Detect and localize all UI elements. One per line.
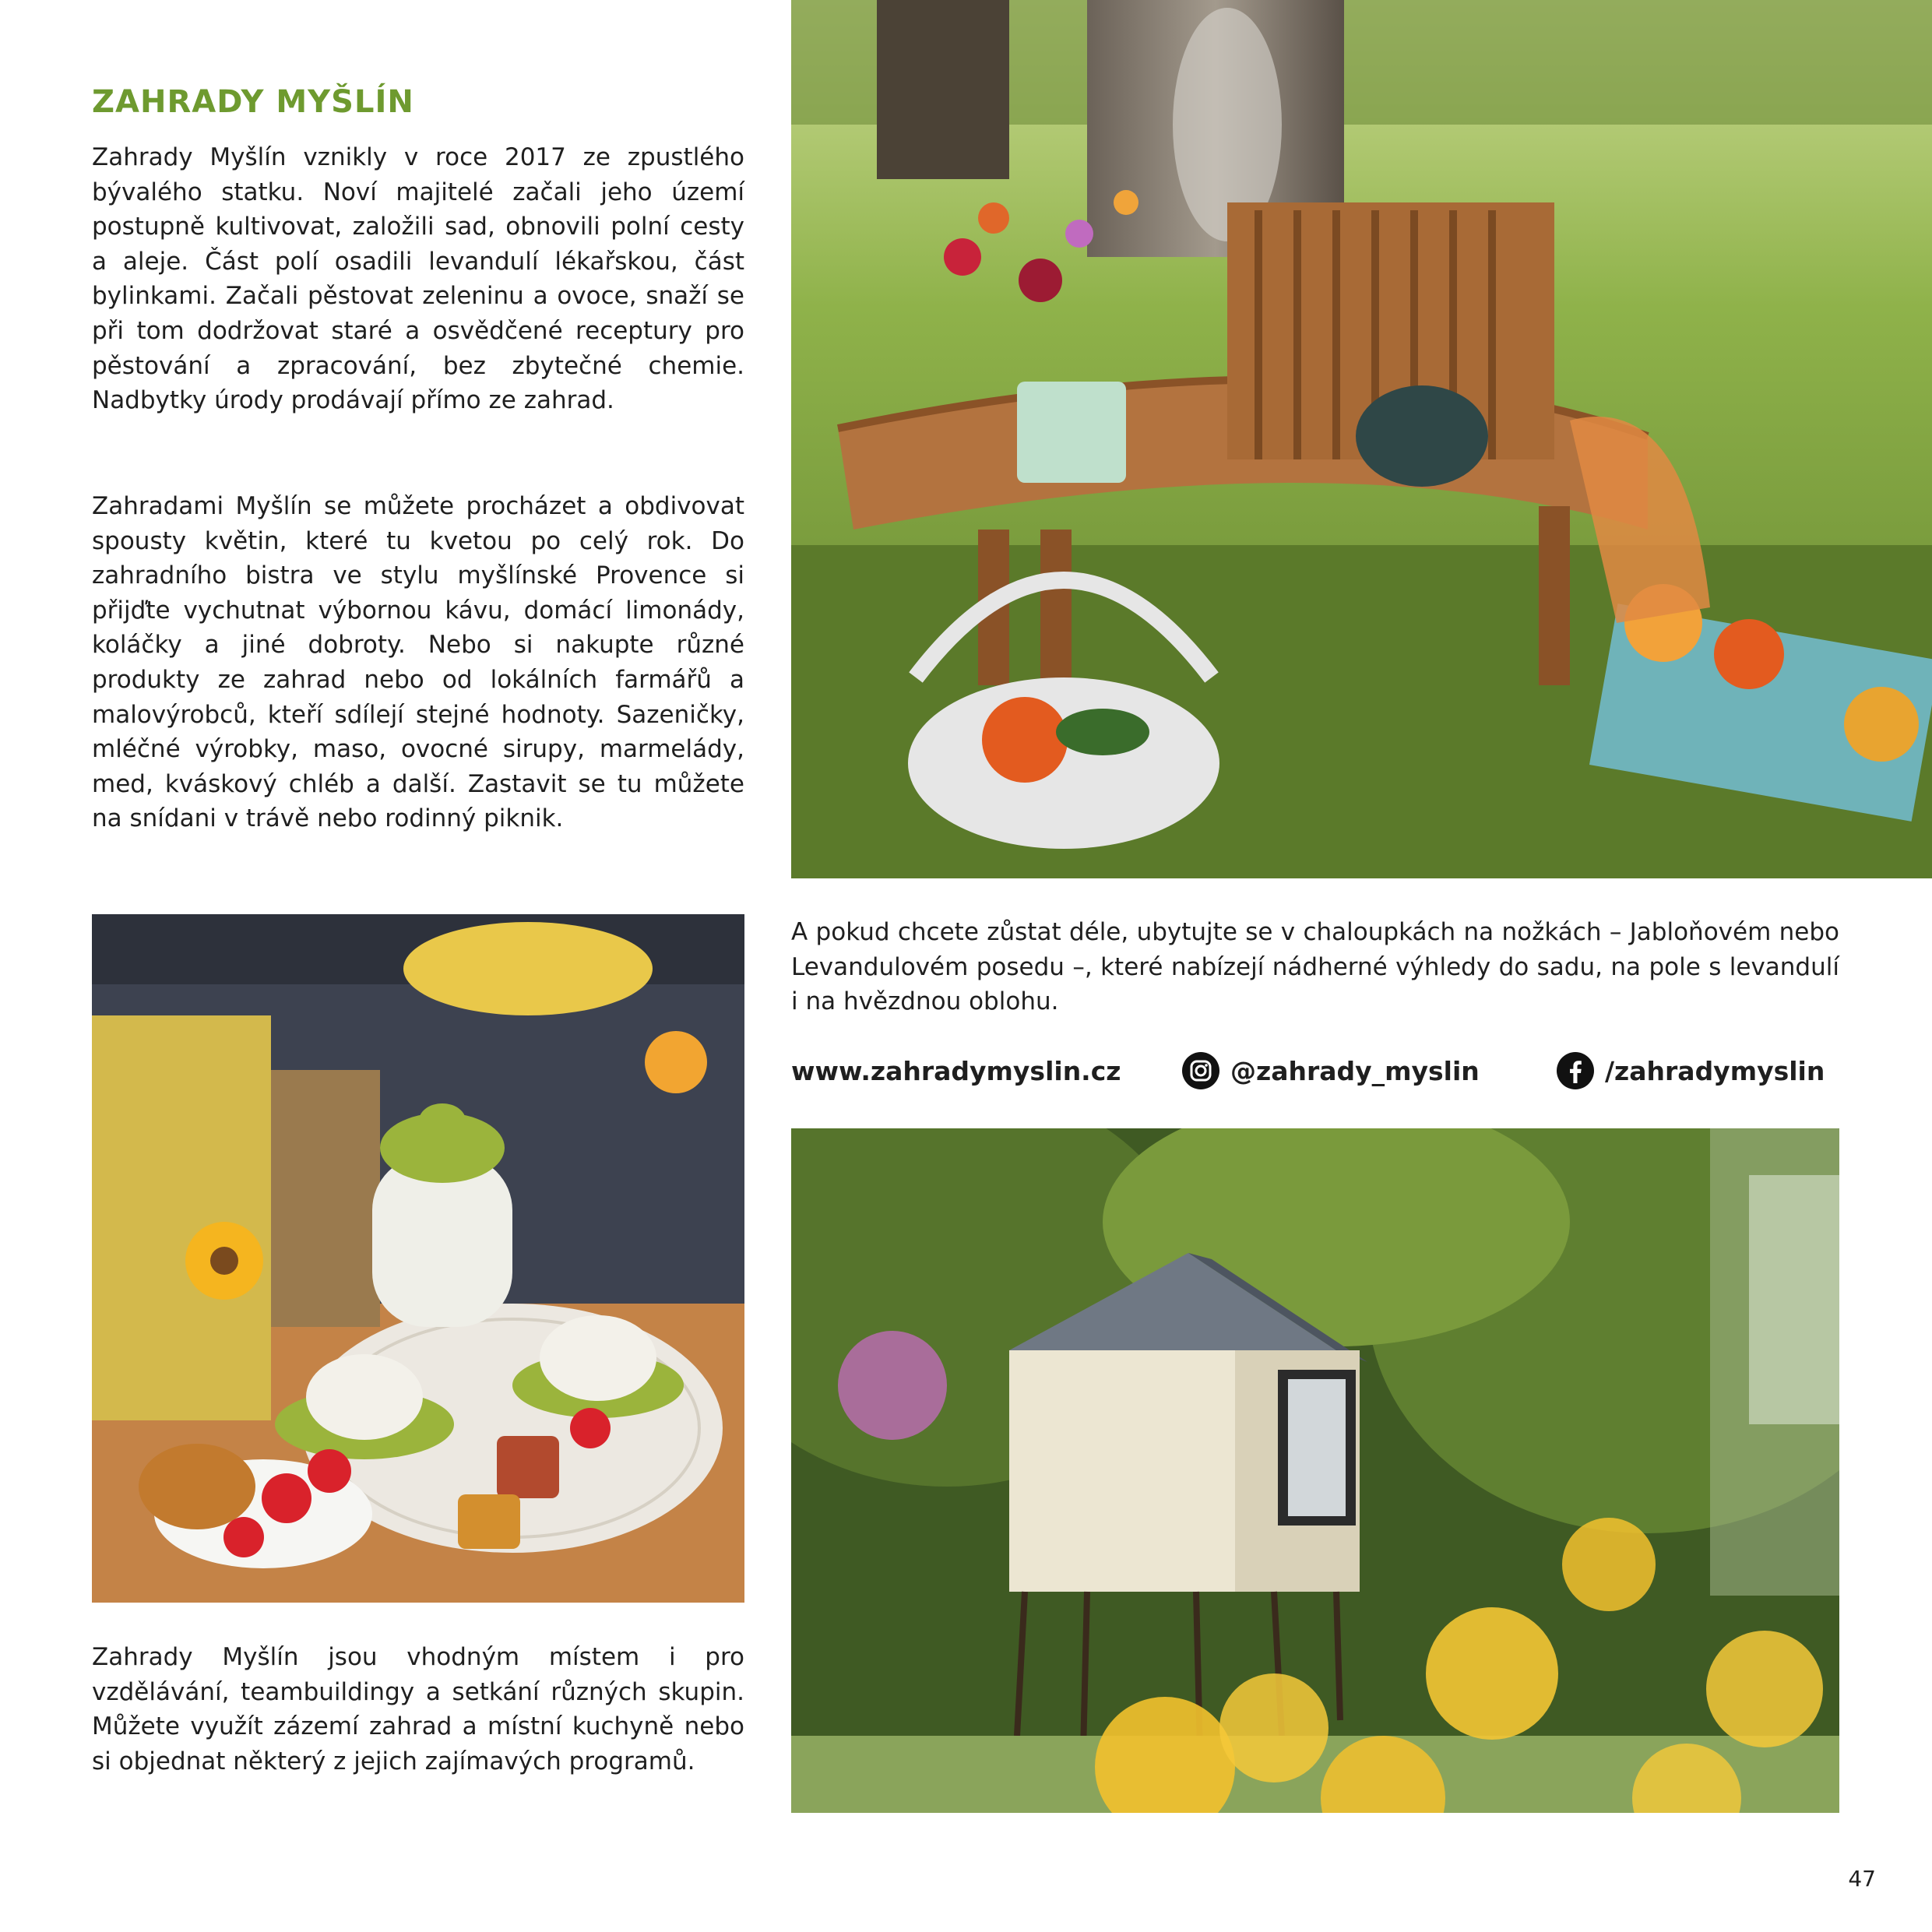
contact-links bbox=[791, 1047, 1839, 1094]
facebook-link[interactable] bbox=[1557, 1047, 1825, 1094]
article-title: ZAHRADY MYŠLÍN bbox=[92, 84, 414, 120]
accommodation-paragraph: A pokud chcete zůstat déle, ubytujte se v chaloupkách na nožkách – Jabloňovém nebo Levandulovém posedu –, které nabízejí nádherné výhledy do sadu, na pole s levandulí i na hvězdnou oblohu. bbox=[791, 918, 1839, 1016]
instagram-link[interactable] bbox=[1182, 1047, 1480, 1094]
visit-paragraph: Zahradami Myšlín se můžete procházet a obdivovat spousty květin, které tu kvetou po celý rok. Do zahradního bistra ve stylu myšlínské Provence si přijďte vychutnat výbornou kávu, domácí limonády, koláčky a jiné dobroty. Nebo si nakupte různé produkty ze zahrad nebo od lokálních farmářů a malovýrobců, kteří sdílejí stejné hodnoty. Sazeničky, mléčné výrobky, maso, ovocné sirupy, marmelády, med, kváskový chléb a další. Zastavit se tu můžete na snídani v trávě nebo rodinný piknik. bbox=[92, 492, 744, 833]
page-number: 47 bbox=[1848, 1866, 1876, 1892]
instagram-handle: @zahrady_myslin bbox=[1230, 1055, 1480, 1086]
facebook-icon bbox=[1557, 1052, 1594, 1089]
cabin-on-stilts-photo bbox=[791, 1128, 1839, 1813]
website-link[interactable] bbox=[791, 1047, 1121, 1094]
instagram-icon bbox=[1182, 1052, 1219, 1089]
bench-under-tree-photo bbox=[791, 0, 1932, 878]
facebook-handle: /zahradymyslin bbox=[1605, 1055, 1825, 1086]
breakfast-table-photo bbox=[92, 914, 744, 1603]
website-link-text: www.zahradymyslin.cz bbox=[791, 1055, 1121, 1086]
intro-paragraph: Zahrady Myšlín vznikly v roce 2017 ze zpustlého bývalého statku. Noví majitelé začali jeho území postupně kultivovat, založili sad, obnovili polní cesty a aleje. Část polí osadili levandulí lékařskou, část bylinkami. Začali pěstovat zeleninu a ovoce, snaží se při tom dodržovat staré a osvědčené receptury pro pěstování a zpracování, bez zbytečné chemie. Nadbytky úrody prodávají přímo ze zahrad. bbox=[92, 143, 744, 415]
groups-paragraph: Zahrady Myšlín jsou vhodným místem i pro vzdělávání, teambuildingy a setkání různých skupin. Můžete využít zázemí zahrad a místní kuchyně nebo si objednat některý z jejich zajímavých programů. bbox=[92, 1643, 744, 1775]
